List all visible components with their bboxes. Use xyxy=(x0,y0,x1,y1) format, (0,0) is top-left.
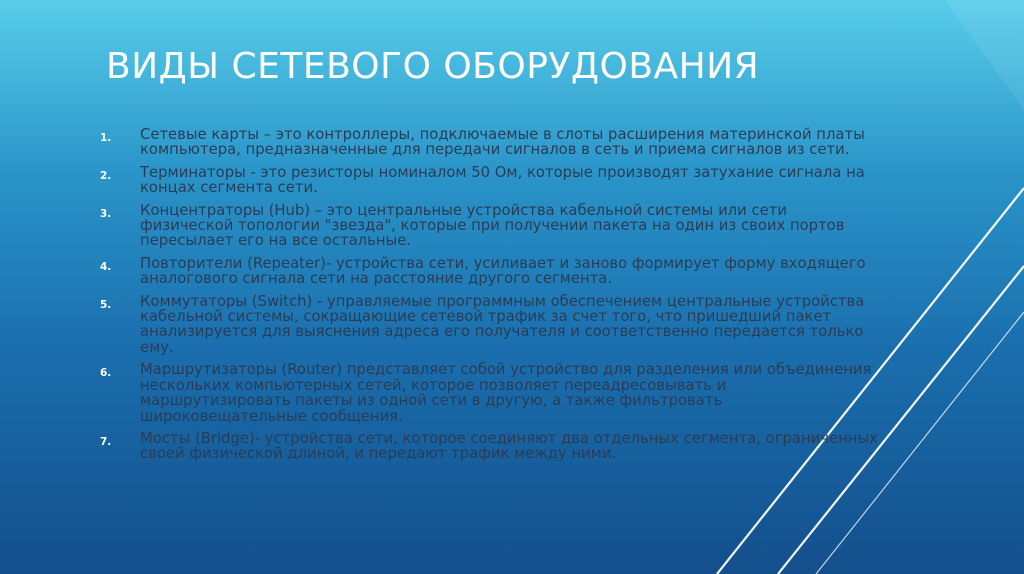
list-item xyxy=(100,362,880,424)
list-text: Повторители (Repeater)- устройства сети, усиливает и заново формирует форму входящего аналогового сигнала сети на расстояние другого сегмента. xyxy=(140,254,866,288)
list-number: 7. xyxy=(100,435,112,448)
list-text: Концентраторы (Hub) – это центральные устройства кабельной системы или сети физической топологии "звезда", которые при получении пакета на один из своих портов пересылает его на все остальные. xyxy=(140,201,845,250)
list-item xyxy=(100,294,880,356)
list-text: Маршрутизаторы (Router) представляет собой устройство для разделения или объединения нескольких компьютерных сетей, которое позволяет переадресовывать и маршрутизировать пакеты из одной сети в другую, а также фильтровать широковещательные сообщения. xyxy=(140,361,872,425)
list-number: 3. xyxy=(100,207,112,220)
list-text: Коммутаторы (Switch) - управляемые программным обеспечением центральные устройства кабельной системы, сокращающие сетевой трафик за счет того, что пришедший пакет анализируется для выяснения адреса его получателя и соответственно передается только ему. xyxy=(140,292,865,356)
list-number: 1. xyxy=(100,132,112,144)
equipment-list xyxy=(100,127,880,469)
list-item xyxy=(100,431,880,462)
list-item xyxy=(100,127,880,158)
top-right-triangle-shape xyxy=(945,0,1024,110)
list-number: 4. xyxy=(100,260,112,273)
list-text: Терминаторы - это резисторы номиналом 50 Ом, которые производят затухание сигнала на концах сегмента сети. xyxy=(140,163,865,197)
list-text: Сетевые карты – это контроллеры, подключаемые в слоты расширения материнской платы компьютера, предназначенные для передачи сигналов в сеть и приема сигналов из сети. xyxy=(140,126,865,159)
list-item xyxy=(100,203,880,249)
list-number: 5. xyxy=(100,298,112,311)
list-text: Мосты (Bridge)- устройства сети, которое соединяют два отдельных сегмента, ограниченных своей физической длиной, и передают трафик между ними. xyxy=(140,429,878,463)
list-number: 2. xyxy=(100,169,112,182)
list-item xyxy=(100,165,880,196)
slide-title: ВИДЫ СЕТЕВОГО ОБОРУДОВАНИЯ xyxy=(106,46,760,87)
list-item xyxy=(100,256,880,287)
list-number: 6. xyxy=(100,367,112,380)
